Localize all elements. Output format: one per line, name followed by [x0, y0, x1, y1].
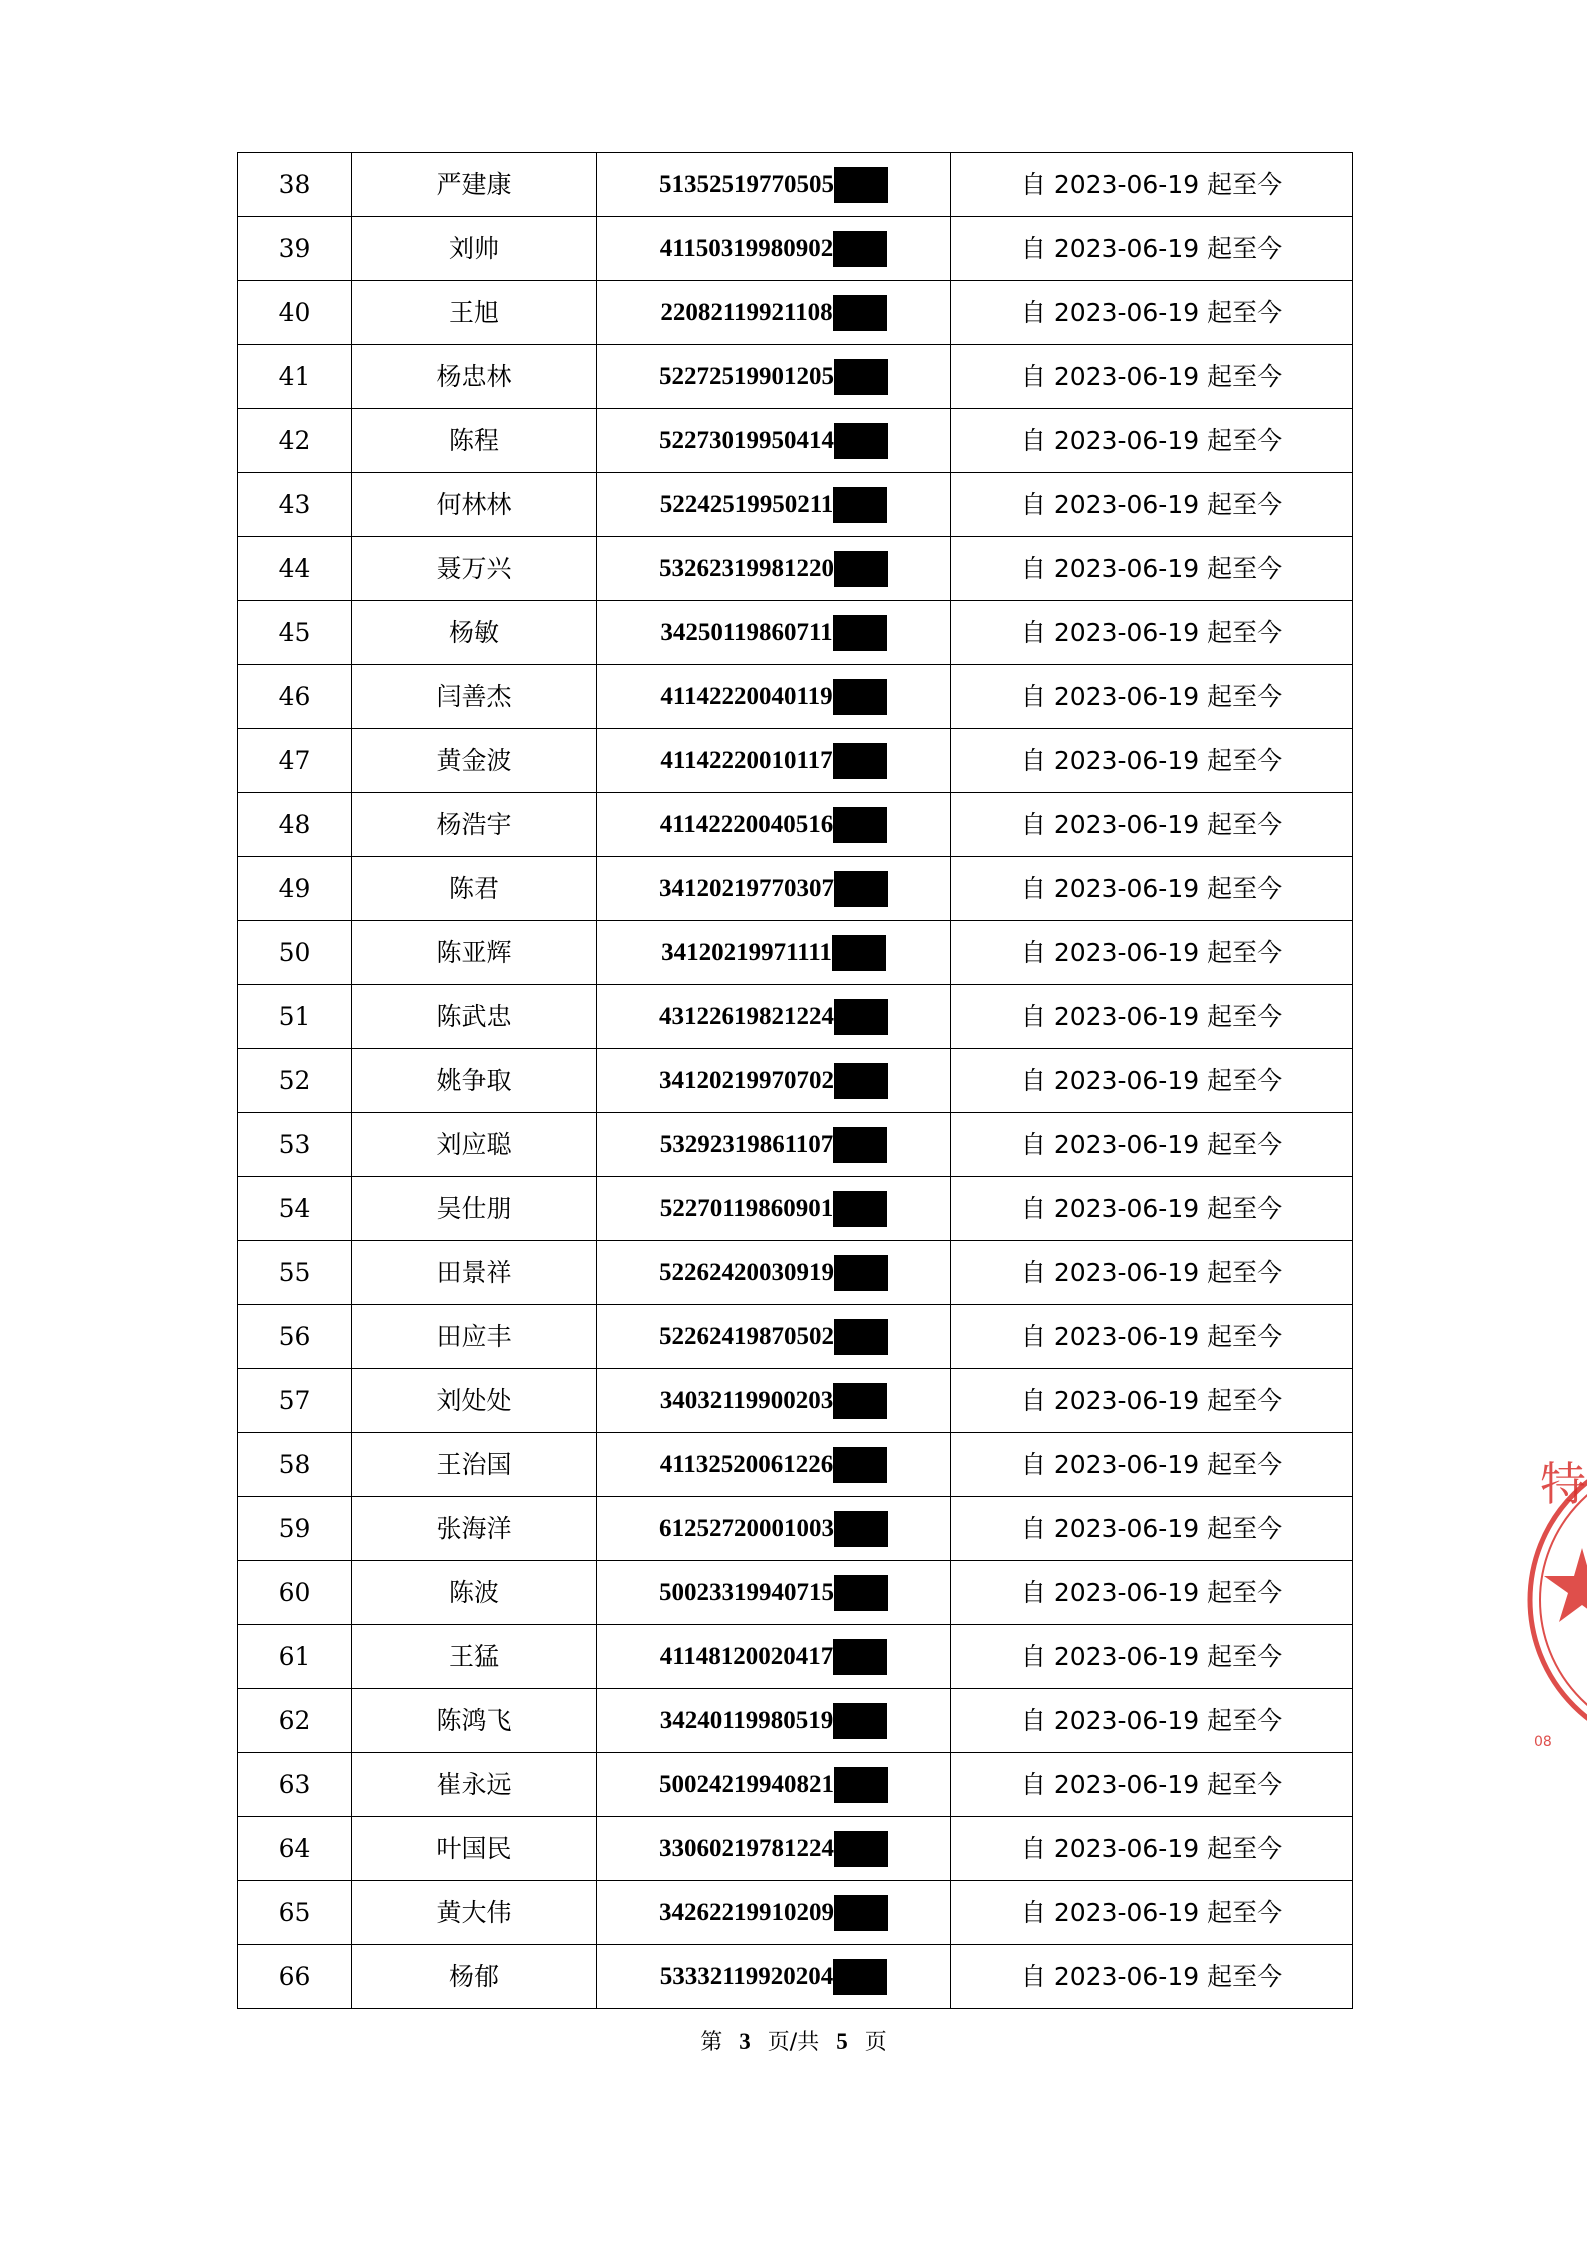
table-row — [238, 409, 1353, 473]
redaction-block — [834, 167, 888, 203]
table-row — [238, 857, 1353, 921]
row-number: 60 — [238, 1561, 352, 1625]
id-number-cell — [597, 1881, 951, 1945]
date-range: 自 2023-06-19 起至今 — [951, 217, 1353, 281]
id-number-cell — [597, 1177, 951, 1241]
table-row — [238, 793, 1353, 857]
date-range: 自 2023-06-19 起至今 — [951, 1049, 1353, 1113]
date-range: 自 2023-06-19 起至今 — [951, 985, 1353, 1049]
id-number-cell — [597, 217, 951, 281]
person-name: 陈程 — [352, 409, 597, 473]
id-number-visible: 34120219970702 — [659, 1067, 834, 1094]
person-name: 陈鸿飞 — [352, 1689, 597, 1753]
id-number-wrap — [659, 1063, 888, 1099]
row-number: 58 — [238, 1433, 352, 1497]
id-number-wrap — [659, 1319, 888, 1355]
id-number-visible: 34032119900203 — [659, 1387, 834, 1414]
id-number-visible: 34250119860711 — [660, 619, 833, 646]
id-number-visible: 61252720001003 — [659, 1515, 834, 1542]
date-range: 自 2023-06-19 起至今 — [951, 537, 1353, 601]
date-range: 自 2023-06-19 起至今 — [951, 1561, 1353, 1625]
table-row — [238, 1817, 1353, 1881]
row-number: 57 — [238, 1369, 352, 1433]
id-number-cell — [597, 793, 951, 857]
table-row — [238, 217, 1353, 281]
date-range: 自 2023-06-19 起至今 — [951, 473, 1353, 537]
redaction-block — [833, 487, 887, 523]
row-number: 66 — [238, 1945, 352, 2009]
footer-suffix: 页 — [864, 2030, 887, 2055]
date-range: 自 2023-06-19 起至今 — [951, 1753, 1353, 1817]
id-number-visible: 34120219971111 — [661, 939, 832, 966]
redaction-block — [833, 807, 887, 843]
row-number: 55 — [238, 1241, 352, 1305]
id-number-cell — [597, 1113, 951, 1177]
table-row — [238, 1625, 1353, 1689]
person-name: 田应丰 — [352, 1305, 597, 1369]
date-range: 自 2023-06-19 起至今 — [951, 1177, 1353, 1241]
person-name: 姚争取 — [352, 1049, 597, 1113]
date-range: 自 2023-06-19 起至今 — [951, 345, 1353, 409]
current-page-number: 3 — [739, 2029, 751, 2054]
redaction-block — [834, 1575, 888, 1611]
id-number-visible: 43122619821224 — [659, 1003, 834, 1030]
id-number-cell — [597, 1625, 951, 1689]
id-number-cell — [597, 1689, 951, 1753]
id-number-cell — [597, 857, 951, 921]
redaction-block — [834, 1895, 888, 1931]
id-number-visible: 34240119980519 — [659, 1707, 834, 1734]
redaction-block — [834, 1767, 888, 1803]
row-number: 44 — [238, 537, 352, 601]
id-number-visible: 50023319940715 — [659, 1579, 834, 1606]
row-number: 52 — [238, 1049, 352, 1113]
id-number-visible: 53262319981220 — [659, 555, 834, 582]
date-range: 自 2023-06-19 起至今 — [951, 153, 1353, 217]
row-number: 49 — [238, 857, 352, 921]
redaction-block — [834, 423, 888, 459]
id-number-cell — [597, 281, 951, 345]
id-number-visible: 22082119921108 — [660, 299, 833, 326]
date-range: 自 2023-06-19 起至今 — [951, 409, 1353, 473]
table-row — [238, 153, 1353, 217]
table-row — [238, 1497, 1353, 1561]
date-range: 自 2023-06-19 起至今 — [951, 1113, 1353, 1177]
date-range: 自 2023-06-19 起至今 — [951, 1433, 1353, 1497]
person-name: 闫善杰 — [352, 665, 597, 729]
id-number-wrap — [660, 295, 886, 331]
row-number: 59 — [238, 1497, 352, 1561]
person-name: 王猛 — [352, 1625, 597, 1689]
id-number-cell — [597, 537, 951, 601]
table-row — [238, 1305, 1353, 1369]
page-number-footer — [0, 2025, 1587, 2056]
person-name: 何林林 — [352, 473, 597, 537]
id-number-cell — [597, 1945, 951, 2009]
person-name: 张海洋 — [352, 1497, 597, 1561]
id-number-cell — [597, 601, 951, 665]
person-name: 吴仕朋 — [352, 1177, 597, 1241]
row-number: 65 — [238, 1881, 352, 1945]
redaction-block — [833, 1703, 887, 1739]
row-number: 51 — [238, 985, 352, 1049]
date-range: 自 2023-06-19 起至今 — [951, 1369, 1353, 1433]
id-number-wrap — [660, 807, 888, 843]
table-row — [238, 1881, 1353, 1945]
row-number: 41 — [238, 345, 352, 409]
row-number: 39 — [238, 217, 352, 281]
id-number-cell — [597, 1305, 951, 1369]
redaction-block — [833, 615, 887, 651]
table-row — [238, 537, 1353, 601]
seal-character: 特 — [1540, 1457, 1586, 1511]
table-row — [238, 601, 1353, 665]
row-number: 38 — [238, 153, 352, 217]
id-number-wrap — [661, 935, 886, 971]
redaction-block — [833, 1383, 887, 1419]
id-number-wrap — [659, 359, 888, 395]
table-row — [238, 1433, 1353, 1497]
id-number-cell — [597, 1241, 951, 1305]
id-number-wrap — [659, 167, 888, 203]
person-name: 崔永远 — [352, 1753, 597, 1817]
person-name: 陈武忠 — [352, 985, 597, 1049]
table-row — [238, 1113, 1353, 1177]
redaction-block — [834, 1063, 888, 1099]
person-name: 杨浩宇 — [352, 793, 597, 857]
date-range: 自 2023-06-19 起至今 — [951, 857, 1353, 921]
date-range: 自 2023-06-19 起至今 — [951, 1945, 1353, 2009]
person-name: 王旭 — [352, 281, 597, 345]
row-number: 56 — [238, 1305, 352, 1369]
id-number-visible: 41150319980902 — [659, 235, 834, 262]
date-range: 自 2023-06-19 起至今 — [951, 1497, 1353, 1561]
id-number-wrap — [660, 1703, 888, 1739]
row-number: 63 — [238, 1753, 352, 1817]
id-number-cell — [597, 1497, 951, 1561]
row-number: 47 — [238, 729, 352, 793]
redaction-block — [834, 1511, 888, 1547]
date-range: 自 2023-06-19 起至今 — [951, 921, 1353, 985]
id-number-cell — [597, 921, 951, 985]
id-number-wrap — [660, 743, 886, 779]
redaction-block — [832, 935, 886, 971]
row-number: 61 — [238, 1625, 352, 1689]
id-number-wrap — [659, 1255, 888, 1291]
id-number-visible: 41142220010117 — [660, 747, 833, 774]
id-number-cell — [597, 409, 951, 473]
date-range: 自 2023-06-19 起至今 — [951, 281, 1353, 345]
redaction-block — [833, 1191, 887, 1227]
table-row — [238, 281, 1353, 345]
redaction-block — [834, 1255, 888, 1291]
id-number-visible: 41132520061226 — [659, 1451, 834, 1478]
id-number-wrap — [660, 615, 886, 651]
id-number-cell — [597, 1433, 951, 1497]
person-name: 陈波 — [352, 1561, 597, 1625]
row-number: 46 — [238, 665, 352, 729]
date-range: 自 2023-06-19 起至今 — [951, 665, 1353, 729]
person-name: 黄金波 — [352, 729, 597, 793]
id-number-visible: 52262420030919 — [659, 1259, 834, 1286]
row-number: 42 — [238, 409, 352, 473]
id-number-visible: 52270119860901 — [659, 1195, 834, 1222]
table-row — [238, 1689, 1353, 1753]
redaction-block — [834, 999, 888, 1035]
id-number-cell — [597, 729, 951, 793]
table-row — [238, 1241, 1353, 1305]
date-range: 自 2023-06-19 起至今 — [951, 601, 1353, 665]
redaction-block — [833, 743, 887, 779]
id-number-visible: 34262219910209 — [659, 1899, 834, 1926]
table-row — [238, 1049, 1353, 1113]
row-number: 54 — [238, 1177, 352, 1241]
id-number-visible: 34120219770307 — [659, 875, 834, 902]
row-number: 50 — [238, 921, 352, 985]
person-name: 刘帅 — [352, 217, 597, 281]
redaction-block — [834, 1831, 888, 1867]
redaction-block — [833, 1447, 887, 1483]
table-row — [238, 1753, 1353, 1817]
table-row — [238, 985, 1353, 1049]
id-number-visible: 41142220040516 — [659, 811, 834, 838]
table-row — [238, 729, 1353, 793]
person-name: 聂万兴 — [352, 537, 597, 601]
id-number-wrap — [660, 1447, 888, 1483]
row-number: 53 — [238, 1113, 352, 1177]
table-row — [238, 1369, 1353, 1433]
person-name: 黄大伟 — [352, 1881, 597, 1945]
id-number-visible: 52242519950211 — [659, 491, 834, 518]
row-number: 40 — [238, 281, 352, 345]
person-name: 杨敏 — [352, 601, 597, 665]
person-name: 王治国 — [352, 1433, 597, 1497]
date-range: 自 2023-06-19 起至今 — [951, 1241, 1353, 1305]
redaction-block — [833, 1639, 887, 1675]
total-pages-number: 5 — [836, 2029, 848, 2054]
table-row — [238, 1945, 1353, 2009]
id-number-wrap — [659, 1767, 888, 1803]
date-range: 自 2023-06-19 起至今 — [951, 729, 1353, 793]
person-name: 杨郁 — [352, 1945, 597, 2009]
id-number-wrap — [659, 423, 888, 459]
row-number: 43 — [238, 473, 352, 537]
date-range: 自 2023-06-19 起至今 — [951, 1305, 1353, 1369]
id-number-cell — [597, 1753, 951, 1817]
row-number: 48 — [238, 793, 352, 857]
id-number-wrap — [660, 1959, 888, 1995]
person-name: 杨忠林 — [352, 345, 597, 409]
id-number-cell — [597, 153, 951, 217]
seal-code: 08 — [1534, 1734, 1552, 1750]
id-number-cell — [597, 1369, 951, 1433]
personnel-table-body — [238, 153, 1353, 2009]
row-number: 45 — [238, 601, 352, 665]
table-row — [238, 1561, 1353, 1625]
id-number-visible: 41142220040119 — [660, 683, 833, 710]
redaction-block — [833, 295, 887, 331]
id-number-wrap — [659, 999, 888, 1035]
id-number-wrap — [660, 1383, 888, 1419]
id-number-cell — [597, 473, 951, 537]
redaction-block — [833, 1127, 887, 1163]
person-name: 田景祥 — [352, 1241, 597, 1305]
redaction-block — [834, 871, 888, 907]
row-number: 62 — [238, 1689, 352, 1753]
person-name: 严建康 — [352, 153, 597, 217]
id-number-wrap — [659, 1575, 888, 1611]
id-number-visible: 33060219781224 — [659, 1835, 834, 1862]
table-row — [238, 473, 1353, 537]
personnel-table — [237, 152, 1353, 2009]
id-number-cell — [597, 1817, 951, 1881]
id-number-visible: 52272519901205 — [659, 363, 834, 390]
redaction-block — [833, 679, 887, 715]
id-number-visible: 41148120020417 — [659, 1643, 834, 1670]
date-range: 自 2023-06-19 起至今 — [951, 1689, 1353, 1753]
id-number-wrap — [660, 1127, 888, 1163]
official-seal-stamp — [1520, 1430, 1587, 1770]
id-number-wrap — [659, 1831, 888, 1867]
id-number-cell — [597, 985, 951, 1049]
person-name: 刘应聪 — [352, 1113, 597, 1177]
redaction-block — [834, 551, 888, 587]
id-number-cell — [597, 1561, 951, 1625]
id-number-wrap — [659, 551, 888, 587]
id-number-wrap — [659, 871, 888, 907]
date-range: 自 2023-06-19 起至今 — [951, 1625, 1353, 1689]
id-number-cell — [597, 345, 951, 409]
redaction-block — [834, 1319, 888, 1355]
redaction-block — [833, 231, 887, 267]
footer-middle: 页/共 — [767, 2030, 820, 2055]
row-number: 64 — [238, 1817, 352, 1881]
table-row — [238, 345, 1353, 409]
id-number-cell — [597, 1049, 951, 1113]
id-number-visible: 51352519770505 — [659, 171, 834, 198]
redaction-block — [833, 1959, 887, 1995]
seal-star-icon — [1544, 1548, 1587, 1622]
footer-prefix: 第 — [700, 2030, 723, 2055]
table-row — [238, 665, 1353, 729]
table-row — [238, 1177, 1353, 1241]
table-row — [238, 921, 1353, 985]
person-name: 刘处处 — [352, 1369, 597, 1433]
id-number-wrap — [660, 679, 886, 715]
id-number-wrap — [659, 1511, 888, 1547]
person-name: 陈亚辉 — [352, 921, 597, 985]
id-number-visible: 52273019950414 — [659, 427, 834, 454]
id-number-visible: 52262419870502 — [659, 1323, 834, 1350]
redaction-block — [834, 359, 888, 395]
id-number-wrap — [660, 1639, 888, 1675]
id-number-visible: 50024219940821 — [659, 1771, 834, 1798]
date-range: 自 2023-06-19 起至今 — [951, 1817, 1353, 1881]
id-number-wrap — [659, 1895, 888, 1931]
person-name: 叶国民 — [352, 1817, 597, 1881]
id-number-cell — [597, 665, 951, 729]
date-range: 自 2023-06-19 起至今 — [951, 1881, 1353, 1945]
date-range: 自 2023-06-19 起至今 — [951, 793, 1353, 857]
id-number-wrap — [660, 1191, 888, 1227]
person-name: 陈君 — [352, 857, 597, 921]
id-number-visible: 53292319861107 — [659, 1131, 834, 1158]
id-number-visible: 53332119920204 — [659, 1963, 834, 1990]
id-number-wrap — [660, 231, 888, 267]
id-number-wrap — [660, 487, 888, 523]
